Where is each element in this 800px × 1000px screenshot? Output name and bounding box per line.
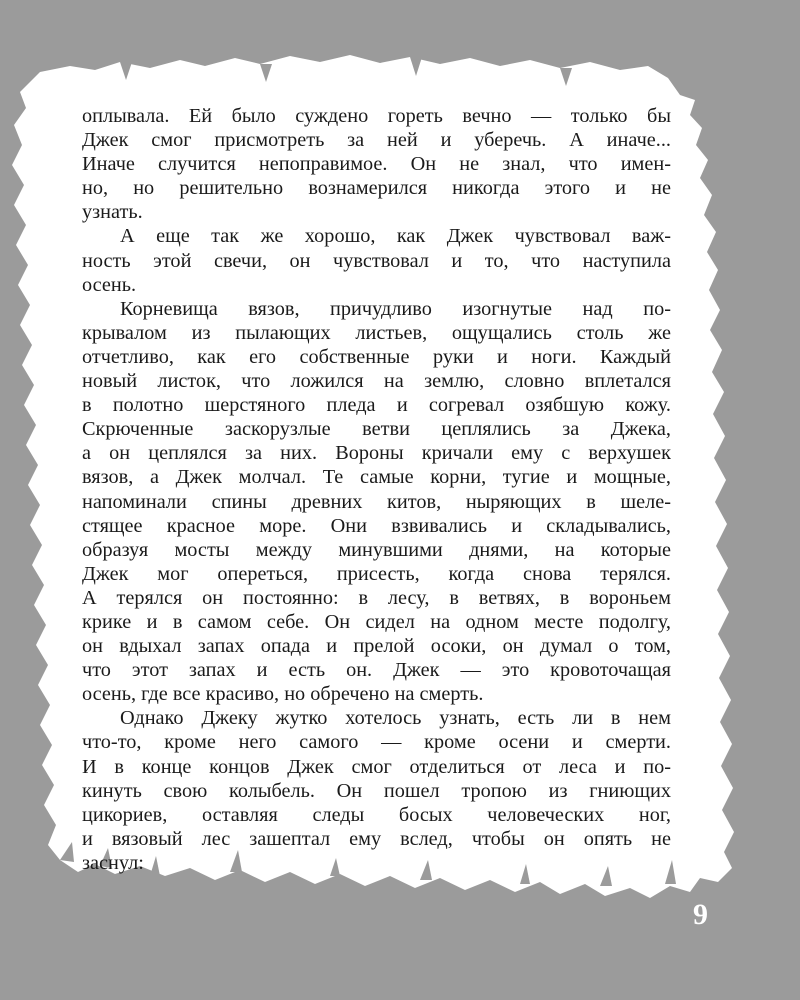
text-line: что-то, кроме него самого — кроме осени и смерти. [82,731,671,754]
text-line: вязов, а Джек молчал. Те самые корни, тугие и мощные, [82,466,671,489]
text-line: а он цеплялся за них. Вороны кричали ему с верхушек [82,442,671,465]
text-line: А еще так же хорошо, как Джек чувствовал важ- [120,225,671,248]
text-line: Джек мог опереться, присесть, когда снова терялся. [82,562,671,585]
text-line: крике и в самом себе. Он сидел на одном месте подолгу, [82,610,671,633]
page-body-text [82,104,671,875]
text-line: образуя мосты между минувшими днями, на которые [82,538,671,561]
page-number: 9 [693,898,708,931]
text-line: оплывала. Ей было суждено гореть вечно — только бы [82,105,671,127]
text-line: Однако Джеку жутко хотелось узнать, есть ли в нем [120,707,671,730]
text-line: Джек смог присмотреть за ней и уберечь. А иначе... [82,129,671,152]
text-line: но, но решительно вознамерился никогда этого и не [82,177,671,200]
text-line: осень, где все красиво, но обречено на смерть. [82,683,484,706]
text-line: новый листок, что ложился на землю, словно вплетался [82,370,671,393]
paragraph [82,224,671,296]
text-line: крывалом из пылающих листьев, ощущались столь же [82,321,671,344]
text-line: отчетливо, как его собственные руки и ноги. Каждый [82,345,671,368]
text-line: и вязовый лес зашептал ему вслед, чтобы он опять не [82,827,671,850]
paragraph [82,104,671,224]
text-line: что этот запах и есть он. Джек — это кровоточащая [82,659,671,682]
text-line: Иначе случится непоправимое. Он не знал, что имен- [82,153,671,176]
paragraph [82,706,671,875]
text-line: стящее красное море. Они взвивались и складывались, [82,514,671,537]
text-line: кинуть свою колыбель. Он пошел тропою из гниющих [82,779,671,802]
text-line: ность этой свечи, он чувствовал и то, что наступила [82,249,671,272]
text-line: напоминали спины древних китов, ныряющих в шеле- [82,490,671,513]
text-line: И в конце концов Джек смог отделиться от леса и по- [82,755,671,778]
text-line: А терялся он постоянно: в лесу, в ветвях, в вороньем [82,586,671,609]
text-line: он вдыхал запах опада и прелой осоки, он думал о том, [82,635,671,658]
text-line: в полотно шерстяного пледа и согревал озябшую кожу. [82,394,671,417]
text-line: цикориев, оставляя следы босых человеческих ног, [82,803,671,826]
paragraph [82,297,671,707]
text-line: Скрюченные заскорузлые ветви цеплялись за Джека, [82,418,671,441]
text-line: осень. [82,273,137,296]
text-line: узнать. [82,201,143,224]
text-line: Корневища вязов, причудливо изогнутые над по- [120,297,671,320]
text-line: заснул: [82,851,144,874]
